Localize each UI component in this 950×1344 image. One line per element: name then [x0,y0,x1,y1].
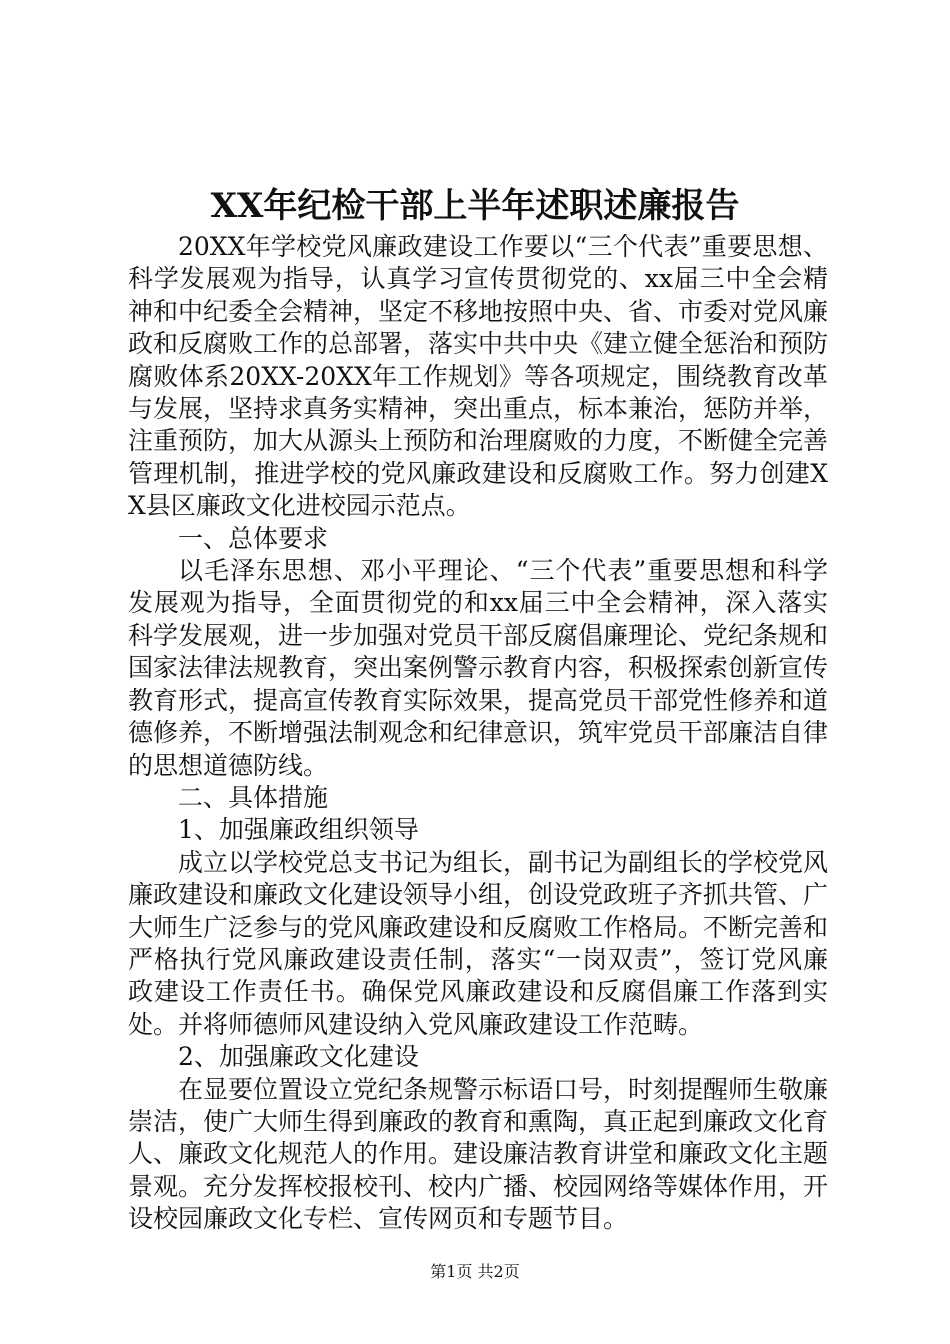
section-heading-overall-requirements: 一、总体要求 [178,523,329,553]
document-body [128,231,828,1236]
section-heading-specific-measures: 二、具体措施 [178,782,329,812]
intro-paragraph: 20XX年学校党风廉政建设工作要以“三个代表”重要思想、科学发展观为指导，认真学习宣传贯彻党的、xx届三中全会精神和中纪委全会精神，坚定不移地按照中央、省、市委对党风廉政和反腐败工作的总部署，落实中共中央《建立健全惩治和预防腐败体系20XX-20XX年工作规划》等各项规定，围绕教育改革与发展，坚持求真务实精神，突出重点，标本兼治，惩防并举，注重预防，加大从源头上预防和治理腐败的力度，不断健全完善管理机制，推进学校的党风廉政建设和反腐败工作。努力创建XX县区廉政文化进校园示范点。 [128,232,829,521]
document-title: XX年纪检干部上半年述职述廉报告 [210,186,740,226]
overall-requirements-paragraph: 以毛泽东思想、邓小平理论、“三个代表”重要思想和科学发展观为指导，全面贯彻党的和xx届三中全会精神，深入落实科学发展观，进一步加强对党员干部反腐倡廉理论、党纪条规和国家法律法规教育，突出案例警示教育内容，积极探索创新宣传教育形式，提高宣传教育实际效果，提高党员干部党性修养和道德修养，不断增强法制观念和纪律意识，筑牢党员干部廉洁自律的思想道德防线。 [128,556,829,780]
subheading-culture-building: 2、加强廉政文化建设 [178,1042,419,1072]
culture-building-paragraph: 在显要位置设立党纪条规警示标语口号，时刻提醒师生敬廉崇洁，使广大师生得到廉政的教育和熏陶，真正起到廉政文化育人、廉政文化规范人的作用。建设廉洁教育讲堂和廉政文化主题景观。充分发挥校报校刊、校内广播、校园网络等媒体作用，开设校园廉政文化专栏、宣传网页和专题节目。 [128,1074,829,1234]
subheading-organization-leadership: 1、加强廉政组织领导 [178,815,419,845]
organization-leadership-paragraph: 成立以学校党总支书记为组长，副书记为副组长的学校党风廉政建设和廉政文化建设领导小组，创设党政班子齐抓共管、广大师生广泛参与的党风廉政建设和反腐败工作格局。不断完善和严格执行党风廉政建设责任制，落实“一岗双责”，签订党风廉政建设工作责任书。确保党风廉政建设和反腐倡廉工作落到实处。并将师德师风建设纳入党风廉政建设工作范畴。 [128,847,829,1039]
page-number-footer: 第1页 共2页 [430,1262,520,1281]
